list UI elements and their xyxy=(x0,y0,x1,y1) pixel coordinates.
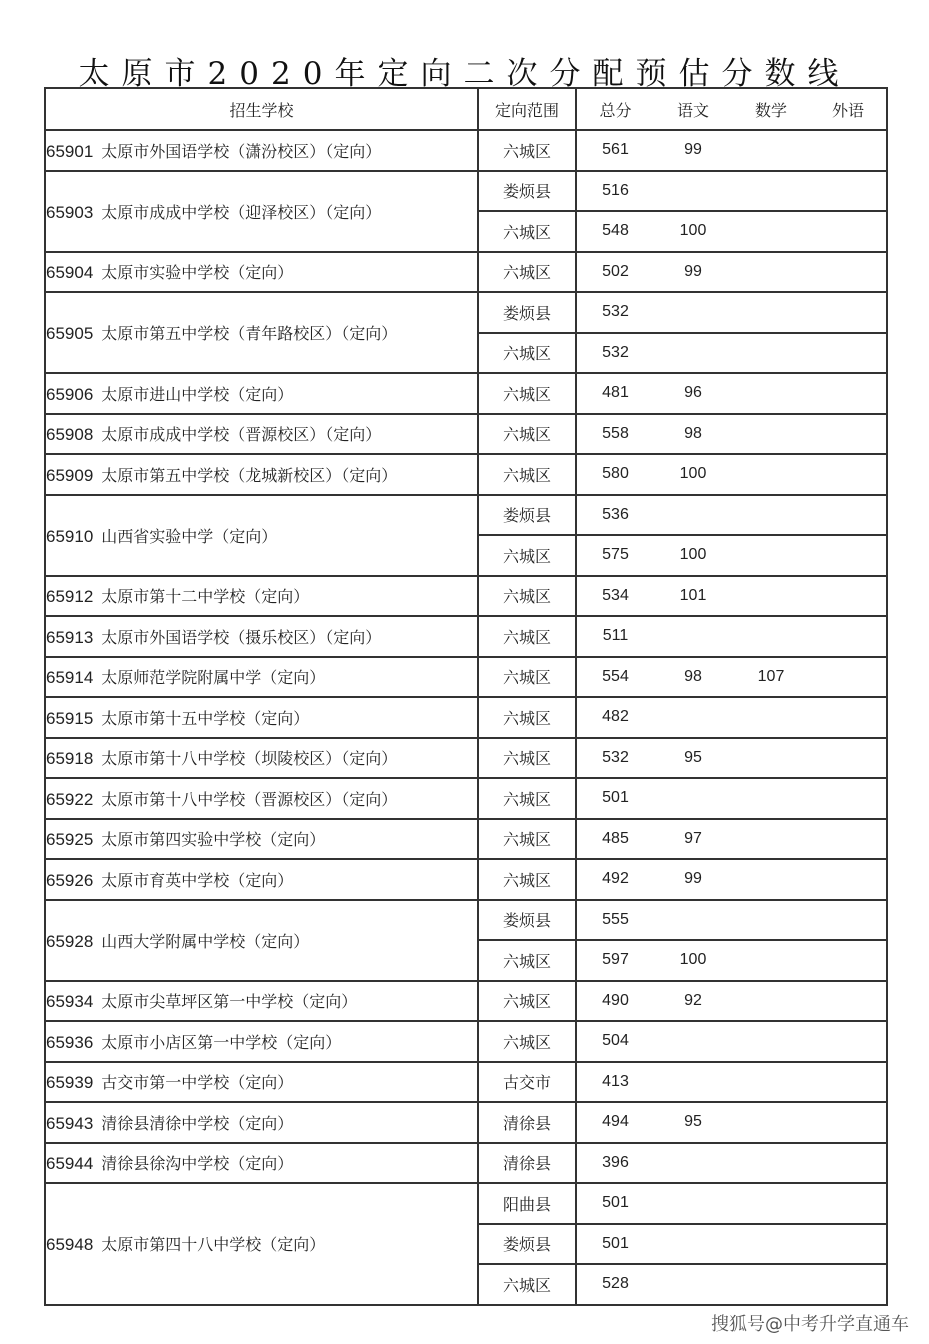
total-score-cell: 534 xyxy=(576,576,654,617)
table-row xyxy=(45,1143,887,1184)
english-score-cell xyxy=(810,171,887,212)
school-name: 太原市第十八中学校（坝陵校区）（定向） xyxy=(101,749,398,769)
table-row xyxy=(45,778,887,819)
math-score-cell xyxy=(732,333,810,374)
math-score-cell xyxy=(732,859,810,900)
total-score-cell: 555 xyxy=(576,900,654,941)
english-score-cell xyxy=(810,738,887,779)
header-region: 定向范围 xyxy=(478,88,576,130)
table-row xyxy=(45,819,887,860)
school-name: 太原市成成中学校（迎泽校区）（定向） xyxy=(101,202,382,222)
school-cell xyxy=(45,697,478,738)
chinese-score-cell: 99 xyxy=(654,859,732,900)
total-score-cell: 597 xyxy=(576,940,654,981)
english-score-cell xyxy=(810,130,887,171)
english-score-cell xyxy=(810,1264,887,1305)
school-code: 65909 xyxy=(46,465,94,485)
math-score-cell xyxy=(732,373,810,414)
english-score-cell xyxy=(810,1102,887,1143)
header-math: 数学 xyxy=(732,88,810,130)
total-score-cell: 485 xyxy=(576,819,654,860)
chinese-score-cell: 99 xyxy=(654,130,732,171)
chinese-score-cell: 95 xyxy=(654,1102,732,1143)
chinese-score-cell xyxy=(654,292,732,333)
school-cell xyxy=(45,454,478,495)
school-code: 65905 xyxy=(46,324,94,343)
english-score-cell xyxy=(810,900,887,941)
region-cell: 古交市 xyxy=(478,1062,576,1103)
total-score-cell: 532 xyxy=(576,292,654,333)
english-score-cell xyxy=(810,859,887,900)
school-name: 太原市第五中学校（龙城新校区）（定向） xyxy=(101,465,398,485)
table-row xyxy=(45,981,887,1022)
region-cell: 娄烦县 xyxy=(478,1224,576,1265)
english-score-cell xyxy=(810,576,887,617)
school-cell xyxy=(45,1021,478,1062)
english-score-cell xyxy=(810,495,887,536)
school-cell xyxy=(45,616,478,657)
region-cell: 六城区 xyxy=(478,576,576,617)
school-code: 65948 xyxy=(46,1235,94,1255)
school-code: 65928 xyxy=(46,931,94,951)
school-code: 65925 xyxy=(46,830,94,850)
chinese-score-cell xyxy=(654,1062,732,1103)
english-score-cell xyxy=(810,414,887,455)
region-cell: 六城区 xyxy=(478,130,576,171)
school-name: 太原市育英中学校（定向） xyxy=(101,870,294,890)
math-score-cell xyxy=(732,495,810,536)
school-cell xyxy=(45,657,478,698)
english-score-cell xyxy=(810,535,887,576)
math-score-cell xyxy=(732,535,810,576)
total-score-cell: 490 xyxy=(576,981,654,1022)
region-cell: 阳曲县 xyxy=(478,1183,576,1224)
table-row xyxy=(45,616,887,657)
region-cell: 娄烦县 xyxy=(478,292,576,333)
math-score-cell xyxy=(732,738,810,779)
school-code: 65910 xyxy=(46,526,94,546)
chinese-score-cell: 98 xyxy=(654,657,732,698)
table-row xyxy=(45,738,887,779)
english-score-cell xyxy=(810,657,887,698)
english-score-cell xyxy=(810,292,887,333)
header-school: 招生学校 xyxy=(45,88,478,130)
total-score-cell: 482 xyxy=(576,697,654,738)
chinese-score-cell: 100 xyxy=(654,535,732,576)
region-cell: 六城区 xyxy=(478,819,576,860)
school-cell xyxy=(45,900,478,981)
school-name: 太原市第四实验中学校（定向） xyxy=(101,830,326,850)
page-title: 太原市2020年定向二次分配预估分数线 xyxy=(78,56,851,92)
school-cell xyxy=(45,1102,478,1143)
total-score-cell: 481 xyxy=(576,373,654,414)
total-score-cell: 548 xyxy=(576,211,654,252)
region-cell: 六城区 xyxy=(478,1264,576,1305)
table-row xyxy=(45,454,887,495)
english-score-cell xyxy=(810,1021,887,1062)
school-code: 65901 xyxy=(46,141,94,161)
english-score-cell xyxy=(810,1183,887,1224)
table-row xyxy=(45,1183,887,1224)
total-score-cell: 501 xyxy=(576,778,654,819)
english-score-cell xyxy=(810,940,887,981)
chinese-score-cell xyxy=(654,778,732,819)
math-score-cell xyxy=(732,1143,810,1184)
school-name: 古交市第一中学校（定向） xyxy=(101,1073,294,1093)
school-name: 太原市小店区第一中学校（定向） xyxy=(101,1032,342,1052)
chinese-score-cell xyxy=(654,1183,732,1224)
chinese-score-cell xyxy=(654,616,732,657)
school-name: 太原市第四十八中学校（定向） xyxy=(101,1235,326,1255)
english-score-cell xyxy=(810,819,887,860)
chinese-score-cell: 100 xyxy=(654,454,732,495)
watermark: 搜狐号@中考升学直通车 xyxy=(711,1314,909,1335)
chinese-score-cell xyxy=(654,495,732,536)
total-score-cell: 502 xyxy=(576,252,654,293)
english-score-cell xyxy=(810,1224,887,1265)
school-cell xyxy=(45,1062,478,1103)
english-score-cell xyxy=(810,616,887,657)
english-score-cell xyxy=(810,252,887,293)
chinese-score-cell: 100 xyxy=(654,211,732,252)
table-row xyxy=(45,859,887,900)
school-cell xyxy=(45,495,478,576)
table-row xyxy=(45,576,887,617)
school-cell xyxy=(45,373,478,414)
table-row xyxy=(45,414,887,455)
table-row xyxy=(45,171,887,212)
school-name: 太原市外国语学校（潇汾校区）（定向） xyxy=(101,141,382,161)
region-cell: 六城区 xyxy=(478,454,576,495)
school-cell xyxy=(45,859,478,900)
math-score-cell xyxy=(732,1183,810,1224)
table-row xyxy=(45,292,887,333)
school-cell xyxy=(45,576,478,617)
table-row xyxy=(45,697,887,738)
school-code: 65904 xyxy=(46,263,94,283)
region-cell: 娄烦县 xyxy=(478,900,576,941)
region-cell: 六城区 xyxy=(478,373,576,414)
math-score-cell xyxy=(732,697,810,738)
school-cell xyxy=(45,171,478,252)
total-score-cell: 561 xyxy=(576,130,654,171)
math-score-cell xyxy=(732,171,810,212)
chinese-score-cell: 92 xyxy=(654,981,732,1022)
region-cell: 六城区 xyxy=(478,616,576,657)
chinese-score-cell xyxy=(654,1264,732,1305)
chinese-score-cell: 98 xyxy=(654,414,732,455)
region-cell: 六城区 xyxy=(478,414,576,455)
chinese-score-cell: 96 xyxy=(654,373,732,414)
chinese-score-cell xyxy=(654,333,732,374)
school-code: 65908 xyxy=(46,425,94,445)
math-score-cell xyxy=(732,130,810,171)
school-code: 65926 xyxy=(46,870,94,890)
english-score-cell xyxy=(810,981,887,1022)
school-code: 65934 xyxy=(46,992,94,1012)
english-score-cell xyxy=(810,778,887,819)
school-code: 65943 xyxy=(46,1113,94,1133)
school-cell xyxy=(45,292,478,373)
school-code: 65913 xyxy=(46,627,94,647)
school-name: 太原市第十五中学校（定向） xyxy=(101,708,310,728)
math-score-cell xyxy=(732,1021,810,1062)
region-cell: 六城区 xyxy=(478,1021,576,1062)
chinese-score-cell xyxy=(654,1021,732,1062)
math-score-cell xyxy=(732,414,810,455)
english-score-cell xyxy=(810,454,887,495)
total-score-cell: 413 xyxy=(576,1062,654,1103)
region-cell: 六城区 xyxy=(478,981,576,1022)
school-cell xyxy=(45,252,478,293)
math-score-cell xyxy=(732,981,810,1022)
total-score-cell: 532 xyxy=(576,333,654,374)
school-cell xyxy=(45,1183,478,1305)
school-code: 65939 xyxy=(46,1073,94,1093)
score-table xyxy=(44,87,888,1306)
math-score-cell xyxy=(732,819,810,860)
school-cell xyxy=(45,778,478,819)
table-body xyxy=(45,130,887,1305)
region-cell: 六城区 xyxy=(478,940,576,981)
school-code: 65922 xyxy=(46,789,94,809)
math-score-cell xyxy=(732,1264,810,1305)
table-row xyxy=(45,130,887,171)
chinese-score-cell: 101 xyxy=(654,576,732,617)
region-cell: 六城区 xyxy=(478,778,576,819)
region-cell: 清徐县 xyxy=(478,1143,576,1184)
table-row xyxy=(45,1102,887,1143)
region-cell: 六城区 xyxy=(478,859,576,900)
school-code: 65903 xyxy=(46,202,94,222)
total-score-cell: 532 xyxy=(576,738,654,779)
math-score-cell xyxy=(732,778,810,819)
region-cell: 六城区 xyxy=(478,211,576,252)
total-score-cell: 558 xyxy=(576,414,654,455)
math-score-cell xyxy=(732,1102,810,1143)
region-cell: 六城区 xyxy=(478,657,576,698)
total-score-cell: 536 xyxy=(576,495,654,536)
english-score-cell xyxy=(810,211,887,252)
total-score-cell: 528 xyxy=(576,1264,654,1305)
school-name: 太原市尖草坪区第一中学校（定向） xyxy=(101,992,358,1012)
school-code: 65915 xyxy=(46,708,94,728)
math-score-cell xyxy=(732,576,810,617)
math-score-cell xyxy=(732,1062,810,1103)
chinese-score-cell: 99 xyxy=(654,252,732,293)
school-name: 清徐县清徐中学校（定向） xyxy=(101,1113,294,1133)
school-name: 清徐县徐沟中学校（定向） xyxy=(101,1154,294,1174)
school-code: 65914 xyxy=(46,668,94,688)
math-score-cell xyxy=(732,1224,810,1265)
english-score-cell xyxy=(810,333,887,374)
chinese-score-cell xyxy=(654,1224,732,1265)
total-score-cell: 501 xyxy=(576,1183,654,1224)
school-name: 太原市第五中学校（青年路校区）（定向） xyxy=(101,324,398,343)
school-cell xyxy=(45,130,478,171)
chinese-score-cell xyxy=(654,900,732,941)
header-total: 总分 xyxy=(576,88,654,130)
english-score-cell xyxy=(810,1143,887,1184)
school-code: 65944 xyxy=(46,1154,94,1174)
chinese-score-cell: 97 xyxy=(654,819,732,860)
region-cell: 娄烦县 xyxy=(478,171,576,212)
chinese-score-cell xyxy=(654,1143,732,1184)
total-score-cell: 575 xyxy=(576,535,654,576)
region-cell: 六城区 xyxy=(478,333,576,374)
table-row xyxy=(45,657,887,698)
region-cell: 清徐县 xyxy=(478,1102,576,1143)
math-score-cell xyxy=(732,900,810,941)
math-score-cell xyxy=(732,940,810,981)
table-row xyxy=(45,900,887,941)
math-score-cell xyxy=(732,211,810,252)
chinese-score-cell: 95 xyxy=(654,738,732,779)
total-score-cell: 504 xyxy=(576,1021,654,1062)
region-cell: 六城区 xyxy=(478,738,576,779)
school-cell xyxy=(45,414,478,455)
table-row xyxy=(45,495,887,536)
school-code: 65912 xyxy=(46,587,94,607)
english-score-cell xyxy=(810,697,887,738)
table-row xyxy=(45,1021,887,1062)
math-score-cell xyxy=(732,292,810,333)
table-row xyxy=(45,252,887,293)
chinese-score-cell xyxy=(654,697,732,738)
school-cell xyxy=(45,981,478,1022)
total-score-cell: 501 xyxy=(576,1224,654,1265)
school-name: 太原市第十八中学校（晋源校区）（定向） xyxy=(101,789,398,809)
school-name: 太原市第十二中学校（定向） xyxy=(101,587,310,607)
school-code: 65906 xyxy=(46,384,94,404)
chinese-score-cell xyxy=(654,171,732,212)
total-score-cell: 492 xyxy=(576,859,654,900)
total-score-cell: 516 xyxy=(576,171,654,212)
school-name: 太原市进山中学校（定向） xyxy=(101,384,294,404)
school-code: 65936 xyxy=(46,1032,94,1052)
school-code: 65918 xyxy=(46,749,94,769)
region-cell: 六城区 xyxy=(478,252,576,293)
chinese-score-cell: 100 xyxy=(654,940,732,981)
region-cell: 六城区 xyxy=(478,697,576,738)
school-name: 太原市外国语学校（摄乐校区）（定向） xyxy=(101,627,382,647)
school-name: 山西大学附属中学校（定向） xyxy=(101,931,310,951)
table-row xyxy=(45,1062,887,1103)
math-score-cell xyxy=(732,454,810,495)
school-cell xyxy=(45,1143,478,1184)
english-score-cell xyxy=(810,373,887,414)
table-header-row xyxy=(45,88,887,130)
total-score-cell: 396 xyxy=(576,1143,654,1184)
school-cell xyxy=(45,819,478,860)
school-cell xyxy=(45,738,478,779)
total-score-cell: 580 xyxy=(576,454,654,495)
math-score-cell xyxy=(732,616,810,657)
header-chinese: 语文 xyxy=(654,88,732,130)
header-english: 外语 xyxy=(810,88,887,130)
school-name: 太原市实验中学校（定向） xyxy=(101,263,294,283)
math-score-cell xyxy=(732,252,810,293)
table-row xyxy=(45,373,887,414)
math-score-cell: 107 xyxy=(732,657,810,698)
total-score-cell: 554 xyxy=(576,657,654,698)
english-score-cell xyxy=(810,1062,887,1103)
school-name: 太原师范学院附属中学（定向） xyxy=(101,668,326,688)
region-cell: 娄烦县 xyxy=(478,495,576,536)
region-cell: 六城区 xyxy=(478,535,576,576)
school-name: 山西省实验中学（定向） xyxy=(101,526,278,546)
total-score-cell: 494 xyxy=(576,1102,654,1143)
total-score-cell: 511 xyxy=(576,616,654,657)
school-name: 太原市成成中学校（晋源校区）（定向） xyxy=(101,425,382,445)
